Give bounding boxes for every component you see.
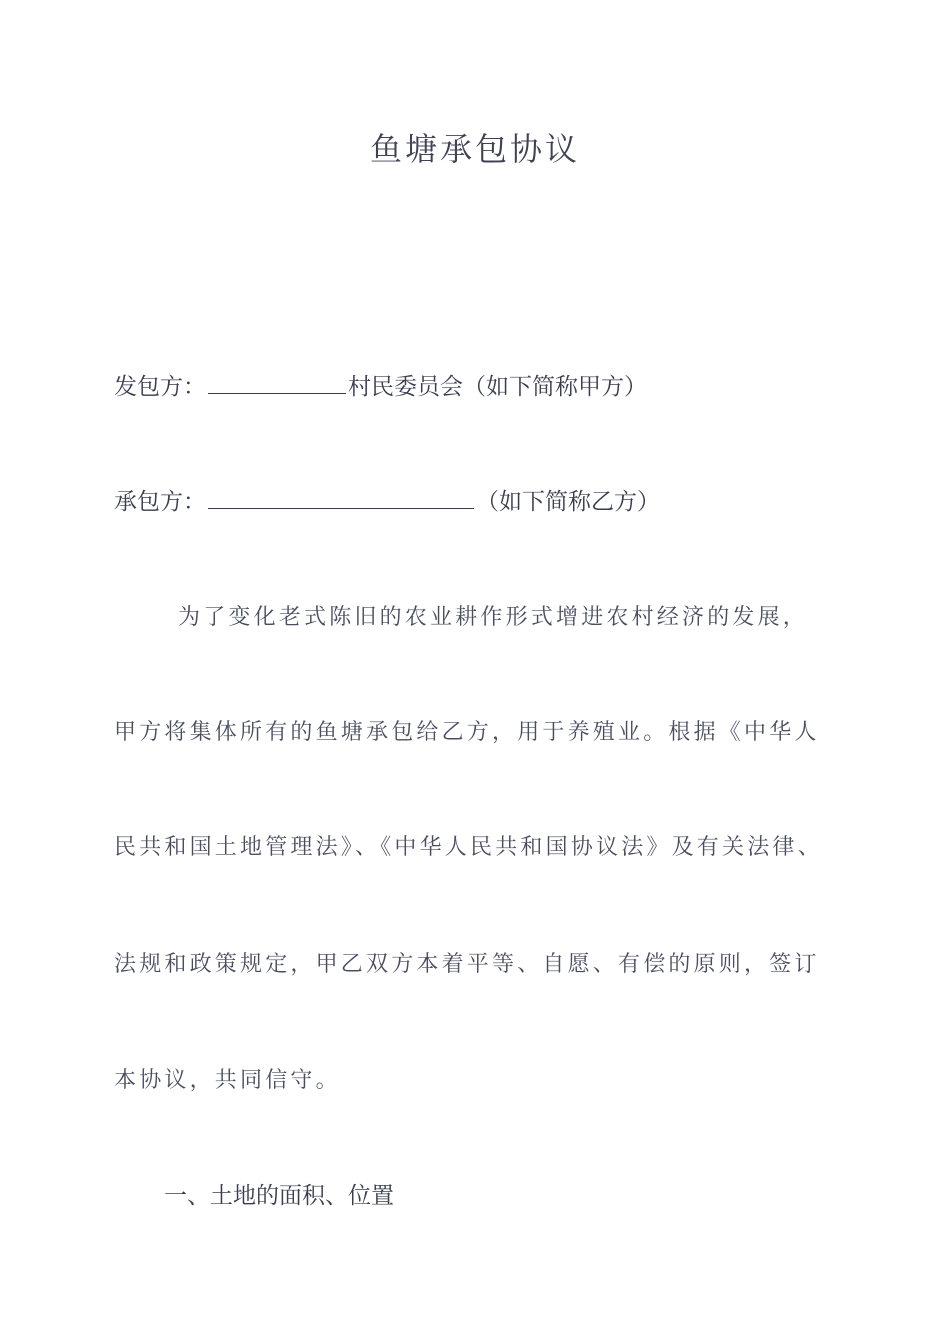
party-b-suffix: （如下简称乙方）	[476, 489, 660, 515]
party-a-name-blank	[208, 371, 346, 394]
section-1-heading: 一、土地的面积、位置	[164, 1183, 394, 1209]
preamble-line-1: 为了变化老式陈旧的农业耕作形式增进农村经济的发展，	[178, 605, 809, 630]
party-a-label: 发包方：	[114, 374, 206, 400]
preamble-line-3: 民共和国土地管理法》、《中华人民共和国协议法》及有关法律、	[114, 835, 823, 860]
preamble-line-5: 本协议，共同信守。	[114, 1068, 341, 1093]
preamble-line-4: 法规和政策规定，甲乙双方本着平等、自愿、有偿的原则，签订	[114, 952, 820, 977]
party-b-label: 承包方：	[114, 489, 206, 515]
party-b-name-blank	[208, 486, 474, 509]
party-a-suffix: 村民委员会（如下简称甲方）	[348, 374, 647, 400]
party-a-line	[114, 368, 647, 401]
preamble-line-2: 甲方将集体所有的鱼塘承包给乙方，用于养殖业。根据《中华人	[114, 720, 820, 745]
document-title: 鱼塘承包协议	[369, 130, 580, 168]
party-b-line	[114, 483, 660, 516]
